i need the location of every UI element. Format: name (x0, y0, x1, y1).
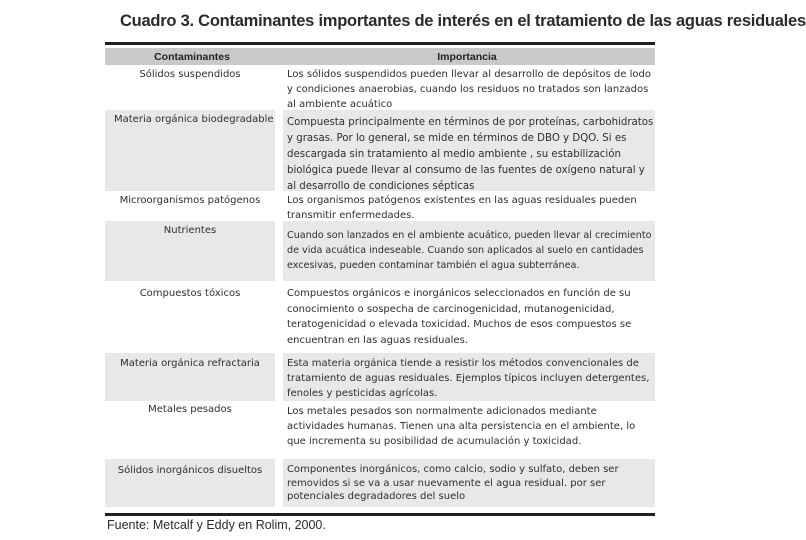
table-row (105, 459, 655, 507)
table-row (105, 281, 655, 353)
row-contaminante: Compuestos tóxicos (139, 288, 241, 299)
row-importancia: Los organismos patógenos existentes en las aguas residuales pueden transmitir enfermedades. (287, 195, 637, 222)
table-row (105, 221, 655, 281)
row-contaminante: Microorganismos patógenos (119, 195, 261, 206)
row-contaminante: Sólidos suspendidos (139, 69, 241, 80)
table-row (105, 65, 655, 110)
source-note: Fuente: Metcalf y Eddy en Rolim, 2000. (107, 518, 326, 532)
row-importancia: Los metales pesados son normalmente adicionados mediante actividades humanas. Tienen una alta persistencia en el ambiente, lo que incrementa su posibilidad de acumulación y toxicidad. (287, 406, 636, 448)
table-row (105, 191, 655, 221)
table-row (105, 353, 655, 401)
row-contaminante: Materia orgánica biodegradable (105, 110, 275, 191)
contaminants-table (105, 48, 655, 507)
row-contaminante: Nutrientes (105, 221, 275, 281)
table-top-rule (105, 42, 655, 45)
table-header (105, 48, 655, 65)
header-contaminantes: Contaminantes (154, 50, 230, 63)
table-row (105, 401, 655, 459)
row-importancia: Compuestos orgánicos e inorgánicos seleccionados en función de su conocimiento o sospecha de carcinogenicidad, mutanogenicidad, teratogenicidad o elevada toxicidad. Muchos de esos compuestos se encuentran en las aguas residuales. (287, 288, 632, 346)
table-row (105, 110, 655, 191)
table-bottom-rule (105, 513, 655, 516)
row-contaminante: Metales pesados (148, 404, 232, 415)
header-importancia: Importancia (437, 50, 497, 63)
row-importancia: Los sólidos suspendidos pueden llevar al desarrollo de depósitos de lodo y condiciones anaerobias, cuando los residuos no tratados son lanzados al ambiente acuático (287, 69, 651, 111)
row-importancia: Cuando son lanzados en el ambiente acuático, pueden llevar al crecimiento de vida acuática indeseable. Cuando son aplicados al suelo en cantidades excesivas, pueden contaminar también el agua subterránea. (283, 221, 655, 281)
row-contaminante: Sólidos inorgánicos disueltos (105, 459, 275, 507)
row-contaminante: Materia orgánica refractaria (105, 353, 275, 401)
table-title: Cuadro 3. Contaminantes importantes de interés en el tratamiento de las aguas residuales (120, 12, 806, 30)
row-importancia: Compuesta principalmente en términos de por proteínas, carbohidratos y grasas. Por lo general, se mide en términos de DBO y DQO. Si es descargada sin tratamiento al medio ambiente , su estabilización biológica puede llevar al consumo de las fuentes de oxígeno natural y al desarrollo de condiciones sépticas (283, 110, 655, 191)
row-importancia: Componentes inorgánicos, como calcio, sodio y sulfato, deben ser removidos si se va a usar nuevamente el agua residual. por ser potenciales degradadores del suelo (283, 459, 655, 507)
row-importancia: Esta materia orgánica tiende a resistir los métodos convencionales de tratamiento de aguas residuales. Ejemplos típicos incluyen detergentes, fenoles y pesticidas agrícolas. (283, 353, 655, 401)
